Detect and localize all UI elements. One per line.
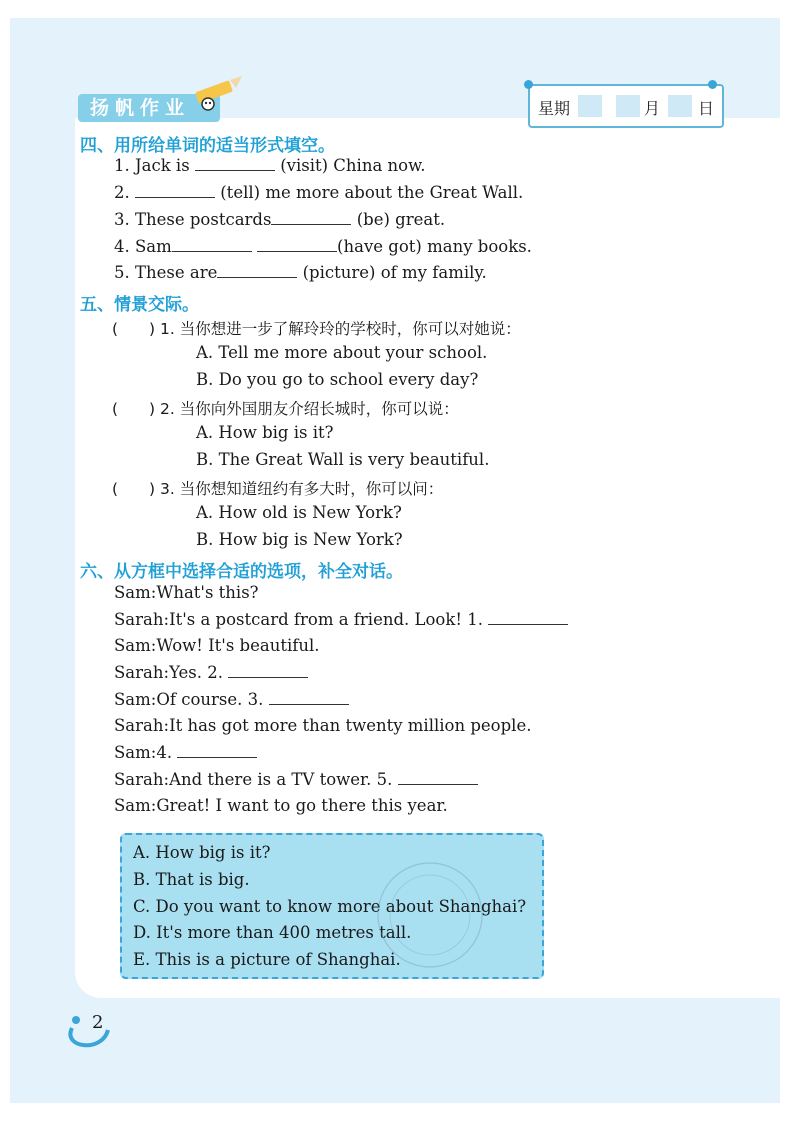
- answer-blank[interactable]: [398, 770, 478, 785]
- answer-blank[interactable]: [195, 156, 275, 171]
- section4-title: 四、用所给单词的适当形式填空。: [80, 136, 335, 156]
- s5-question-3: ( ) 3. 当你想知道纽约有多大时，你可以问：: [112, 480, 444, 498]
- date-box: [528, 84, 724, 128]
- brand-title: 扬帆作业: [78, 94, 220, 122]
- weekday-label: 星期: [538, 99, 571, 118]
- s4-item-4: 4. Sam (have got) many books.: [114, 237, 532, 256]
- month-label: 月: [644, 99, 661, 118]
- answer-blank[interactable]: [217, 263, 297, 278]
- option-e: E. This is a picture of Shanghai.: [133, 950, 401, 969]
- answer-blank[interactable]: [135, 183, 215, 198]
- s5-q3-option-a: A. How old is New York?: [196, 503, 402, 522]
- answer-paren[interactable]: ( ): [112, 320, 156, 338]
- option-a: A. How big is it?: [133, 843, 271, 862]
- s4-item-1: 1. Jack is (visit) China now.: [114, 156, 426, 175]
- option-d: D. It's more than 400 metres tall.: [133, 923, 412, 942]
- pencil-icon: [190, 76, 246, 116]
- s5-q1-option-b: B. Do you go to school every day?: [196, 370, 479, 389]
- day-label: 日: [698, 99, 715, 118]
- option-b: B. That is big.: [133, 870, 250, 889]
- watermark-stamp: [360, 855, 500, 975]
- s4-item-3: 3. These postcards (be) great.: [114, 210, 446, 229]
- weekday-cell[interactable]: [578, 95, 602, 117]
- answer-blank[interactable]: [257, 237, 337, 252]
- day-cell[interactable]: [668, 95, 692, 117]
- dialogue-line: Sam:4.: [114, 743, 257, 762]
- dialogue-line: Sarah:And there is a TV tower. 5.: [114, 770, 478, 789]
- month-cell[interactable]: [616, 95, 640, 117]
- answer-paren[interactable]: ( ): [112, 480, 156, 498]
- section5-title: 五、情景交际。: [80, 295, 199, 315]
- answer-blank[interactable]: [269, 690, 349, 705]
- dialogue-line: Sarah:Yes. 2.: [114, 663, 308, 682]
- pin-icon: [524, 80, 533, 89]
- s5-q3-option-b: B. How big is New York?: [196, 530, 403, 549]
- s5-q1-option-a: A. Tell me more about your school.: [196, 343, 488, 362]
- dialogue-line: Sarah:It has got more than twenty million people.: [114, 716, 532, 735]
- dialogue-line: Sam:What's this?: [114, 583, 259, 602]
- answer-blank[interactable]: [177, 743, 257, 758]
- option-c: C. Do you want to know more about Shanghai?: [133, 897, 527, 916]
- dialogue-line: Sarah:It's a postcard from a friend. Look! 1.: [114, 610, 568, 629]
- page-number: 2: [92, 1012, 104, 1033]
- s4-item-5: 5. These are (picture) of my family.: [114, 263, 487, 282]
- answer-blank[interactable]: [228, 663, 308, 678]
- s5-question-1: ( ) 1. 当你想进一步了解玲玲的学校时，你可以对她说：: [112, 320, 521, 338]
- s5-q2-option-a: A. How big is it?: [196, 423, 334, 442]
- s4-item-2: 2. (tell) me more about the Great Wall.: [114, 183, 524, 202]
- answer-blank[interactable]: [271, 210, 351, 225]
- answer-blank[interactable]: [172, 237, 252, 252]
- dialogue-line: Sam:Great! I want to go there this year.: [114, 796, 448, 815]
- dialogue-line: Sam:Of course. 3.: [114, 690, 349, 709]
- s5-q2-option-b: B. The Great Wall is very beautiful.: [196, 450, 490, 469]
- s5-question-2: ( ) 2. 当你向外国朋友介绍长城时，你可以说：: [112, 400, 459, 418]
- pin-icon: [708, 80, 717, 89]
- answer-paren[interactable]: ( ): [112, 400, 156, 418]
- answer-blank[interactable]: [488, 610, 568, 625]
- section6-title: 六、从方框中选择合适的选项，补全对话。: [80, 562, 403, 582]
- dialogue-line: Sam:Wow! It's beautiful.: [114, 636, 320, 655]
